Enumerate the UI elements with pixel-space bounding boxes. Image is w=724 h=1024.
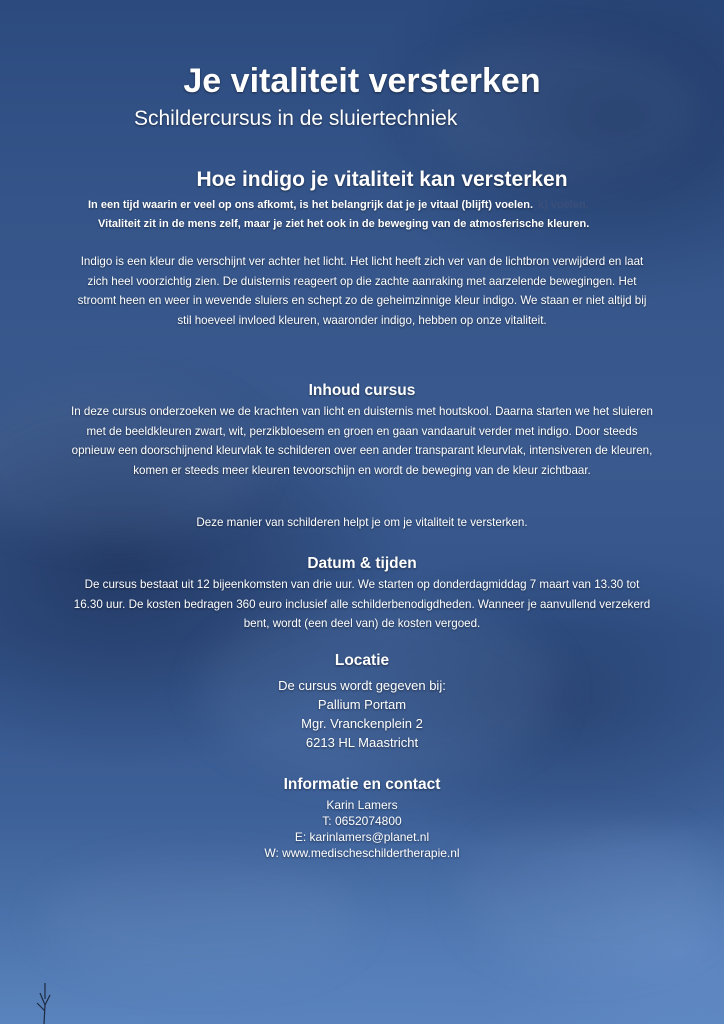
intro-line-2: Vitaliteit zit in de mens zelf, maar je ziet het ook in de beweging van de atmosferische kleuren. [98, 218, 590, 230]
location-city: 6213 HL Maastricht [305, 735, 419, 750]
section-heading-indigo: Hoe indigo je vitaliteit kan versterken [196, 168, 568, 191]
section-heading-contact: Informatie en contact [283, 776, 441, 793]
contact-name: Karin Lamers [326, 798, 398, 812]
cloud-shape [40, 860, 360, 980]
contact-email: E: karinlamers@planet.nl [294, 830, 430, 844]
bare-tree-silhouette [30, 975, 60, 1024]
section-heading-inhoud: Inhoud cursus [308, 382, 416, 399]
section-heading-datum: Datum & tijden [307, 555, 417, 572]
contact-phone: T: 0652074800 [322, 814, 402, 828]
page-title: Je vitaliteit versterken [183, 62, 541, 100]
contact-website: W: www.medischeschildertherapie.nl [264, 846, 460, 860]
inhoud-paragraph: In deze cursus onderzoeken we de krachten van licht en duisternis met houtskool. Daarna starten we het sluieren met de beeldkleuren zwart, wit, perzikbloesem en groen en gaan vandaaruit verder met indigo. Door steeds opnieuw een doorschijnend kleurvlak te schilderen over een ander transparant kleurvlak, intensiveren de kleuren, komen er steeds meer kleuren tevoorschijn en wordt de beweging van de kleur zichtbaar. [71, 405, 653, 477]
location-intro: De cursus wordt gegeven bij: [278, 678, 446, 693]
indigo-paragraph: Indigo is een kleur die verschijnt ver achter het licht. Het licht heeft zich ver van de lichtbron verwijderd en laat zich heel voorzichtig zien. De duisternis reageert op die zachte aanraking met aarzelende bewegingen. Het stroomt heen en weer in wevende sluiers en schept zo de geheimzinnige kleur indigo. We staan er niet altijd bij stil hoeveel invloed kleuren, waaronder indigo, hebben op onze vitaliteit. [77, 255, 647, 327]
section-heading-locatie: Locatie [334, 652, 390, 669]
location-street: Mgr. Vranckenplein 2 [301, 716, 423, 731]
inhoud-closing: Deze manier van schilderen helpt je om je vitaliteit te versterken. [196, 516, 528, 529]
page-subtitle: Schildercursus in de sluiertechniek [134, 107, 458, 130]
location-name: Pallium Portam [317, 697, 407, 712]
intro-ghost-text: k) voelen. [538, 199, 589, 211]
intro-line-1: In een tijd waarin er veel op ons afkomt, is het belangrijk dat je je vitaal (blijft) voelen. [88, 199, 534, 211]
datum-paragraph: De cursus bestaat uit 12 bijeenkomsten van drie uur. We starten op donderdagmiddag 7 maart van 13.30 tot 16.30 uur. De kosten bedragen 360 euro inclusief alle schilderbenodigdheden. Wanneer je aanvullend verzekerd bent, wordt (een deel van) de kosten vergoed. [73, 578, 651, 630]
